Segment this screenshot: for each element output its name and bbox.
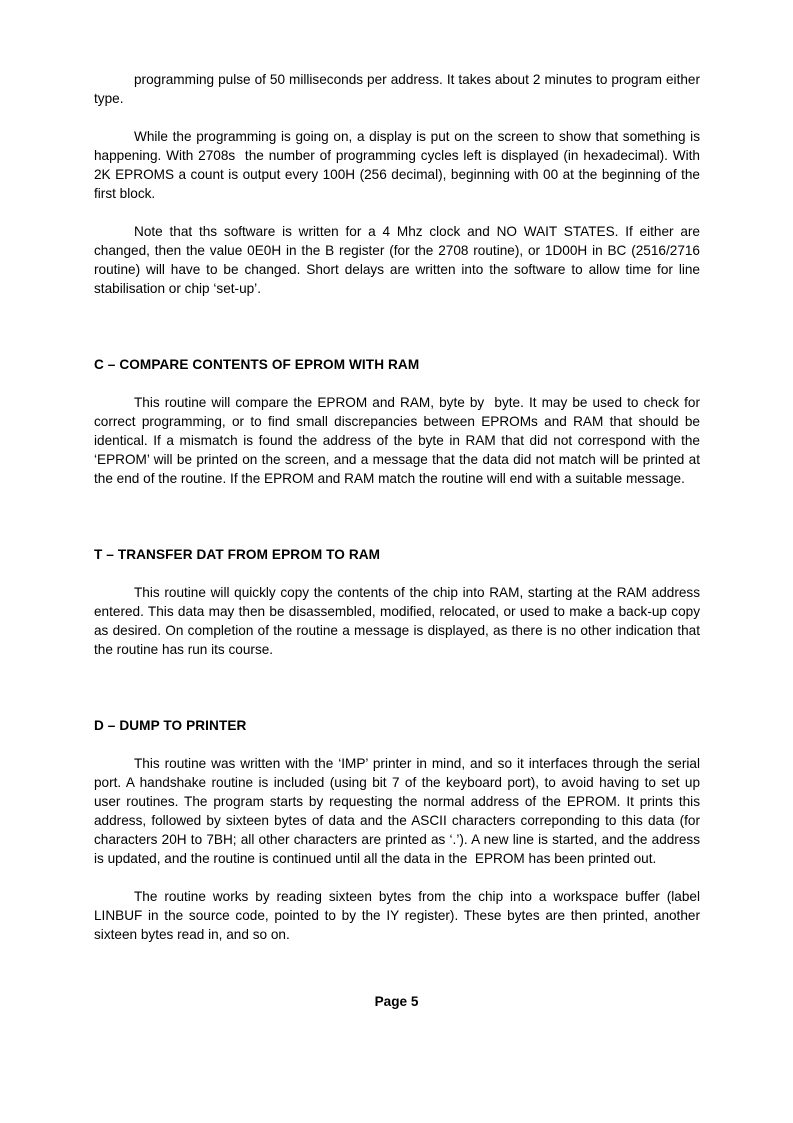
paragraph: programming pulse of 50 milliseconds per address. It takes about 2 minutes to program either type. bbox=[94, 72, 704, 106]
page-footer bbox=[0, 992, 793, 1011]
section-spacer bbox=[94, 507, 700, 545]
paragraph: The routine works by reading sixteen bytes from the chip into a workspace buffer (label LINBUF in the source code, pointed to by the IY register). These bytes are then printed, another sixteen bytes read in, and so on. bbox=[94, 889, 704, 942]
paragraph: This routine will compare the EPROM and RAM, byte by byte. It may be used to check for correct programming, or to find small discrepancies between EPROMs and RAM that should be identical. If a mismatch is found the address of the byte in RAM that did not correspond with the ‘EPROM’ will be printed on the screen, and a message that the data did not match will be printed at the end of the routine. If the EPROM and RAM match the routine will end with a suitable message. bbox=[94, 395, 704, 486]
section-spacer bbox=[94, 317, 700, 355]
section-spacer bbox=[94, 678, 700, 716]
paragraph: This routine was written with the ‘IMP’ printer in mind, and so it interfaces through the serial port. A handshake routine is included (using bit 7 of the keyboard port), to avoid having to set up user routines. The program starts by requesting the normal address of the EPROM. It prints this address, followed by sixteen bytes of data and the ASCII characters correponding to this data (for characters 20H to 7BH; all other characters are printed as ‘.’). A new line is started, and the address is updated, and the routine is continued until all the data in the EPROM has been printed out. bbox=[94, 756, 704, 866]
section-heading-compare: C – COMPARE CONTENTS OF EPROM WITH RAM bbox=[94, 357, 420, 372]
paragraph: While the programming is going on, a display is put on the screen to show that something is happening. With 2708s the number of programming cycles left is displayed (in hexadecimal). With 2K EPROMS a count is output every 100H (256 decimal), beginning with 00 at the beginning of the first block. bbox=[94, 129, 704, 201]
paragraph: This routine will quickly copy the contents of the chip into RAM, starting at the RAM address entered. This data may then be disassembled, modified, relocated, or used to make a back-up copy as desired. On completion of the routine a message is displayed, as there is no other indication that the routine has run its course. bbox=[94, 585, 704, 657]
page-number-label: Page 5 bbox=[374, 994, 419, 1009]
document-body bbox=[94, 70, 704, 944]
section-heading-transfer: T – TRANSFER DAT FROM EPROM TO RAM bbox=[94, 547, 381, 562]
section-heading-dump: D – DUMP TO PRINTER bbox=[94, 718, 247, 733]
paragraph: Note that ths software is written for a 4 Mhz clock and NO WAIT STATES. If either are changed, then the value 0E0H in the B register (for the 2708 routine), or 1D00H in BC (2516/2716 routine) will have to be changed. Short delays are written into the software to allow time for line stabilisation or chip ‘set-up’. bbox=[94, 224, 704, 296]
